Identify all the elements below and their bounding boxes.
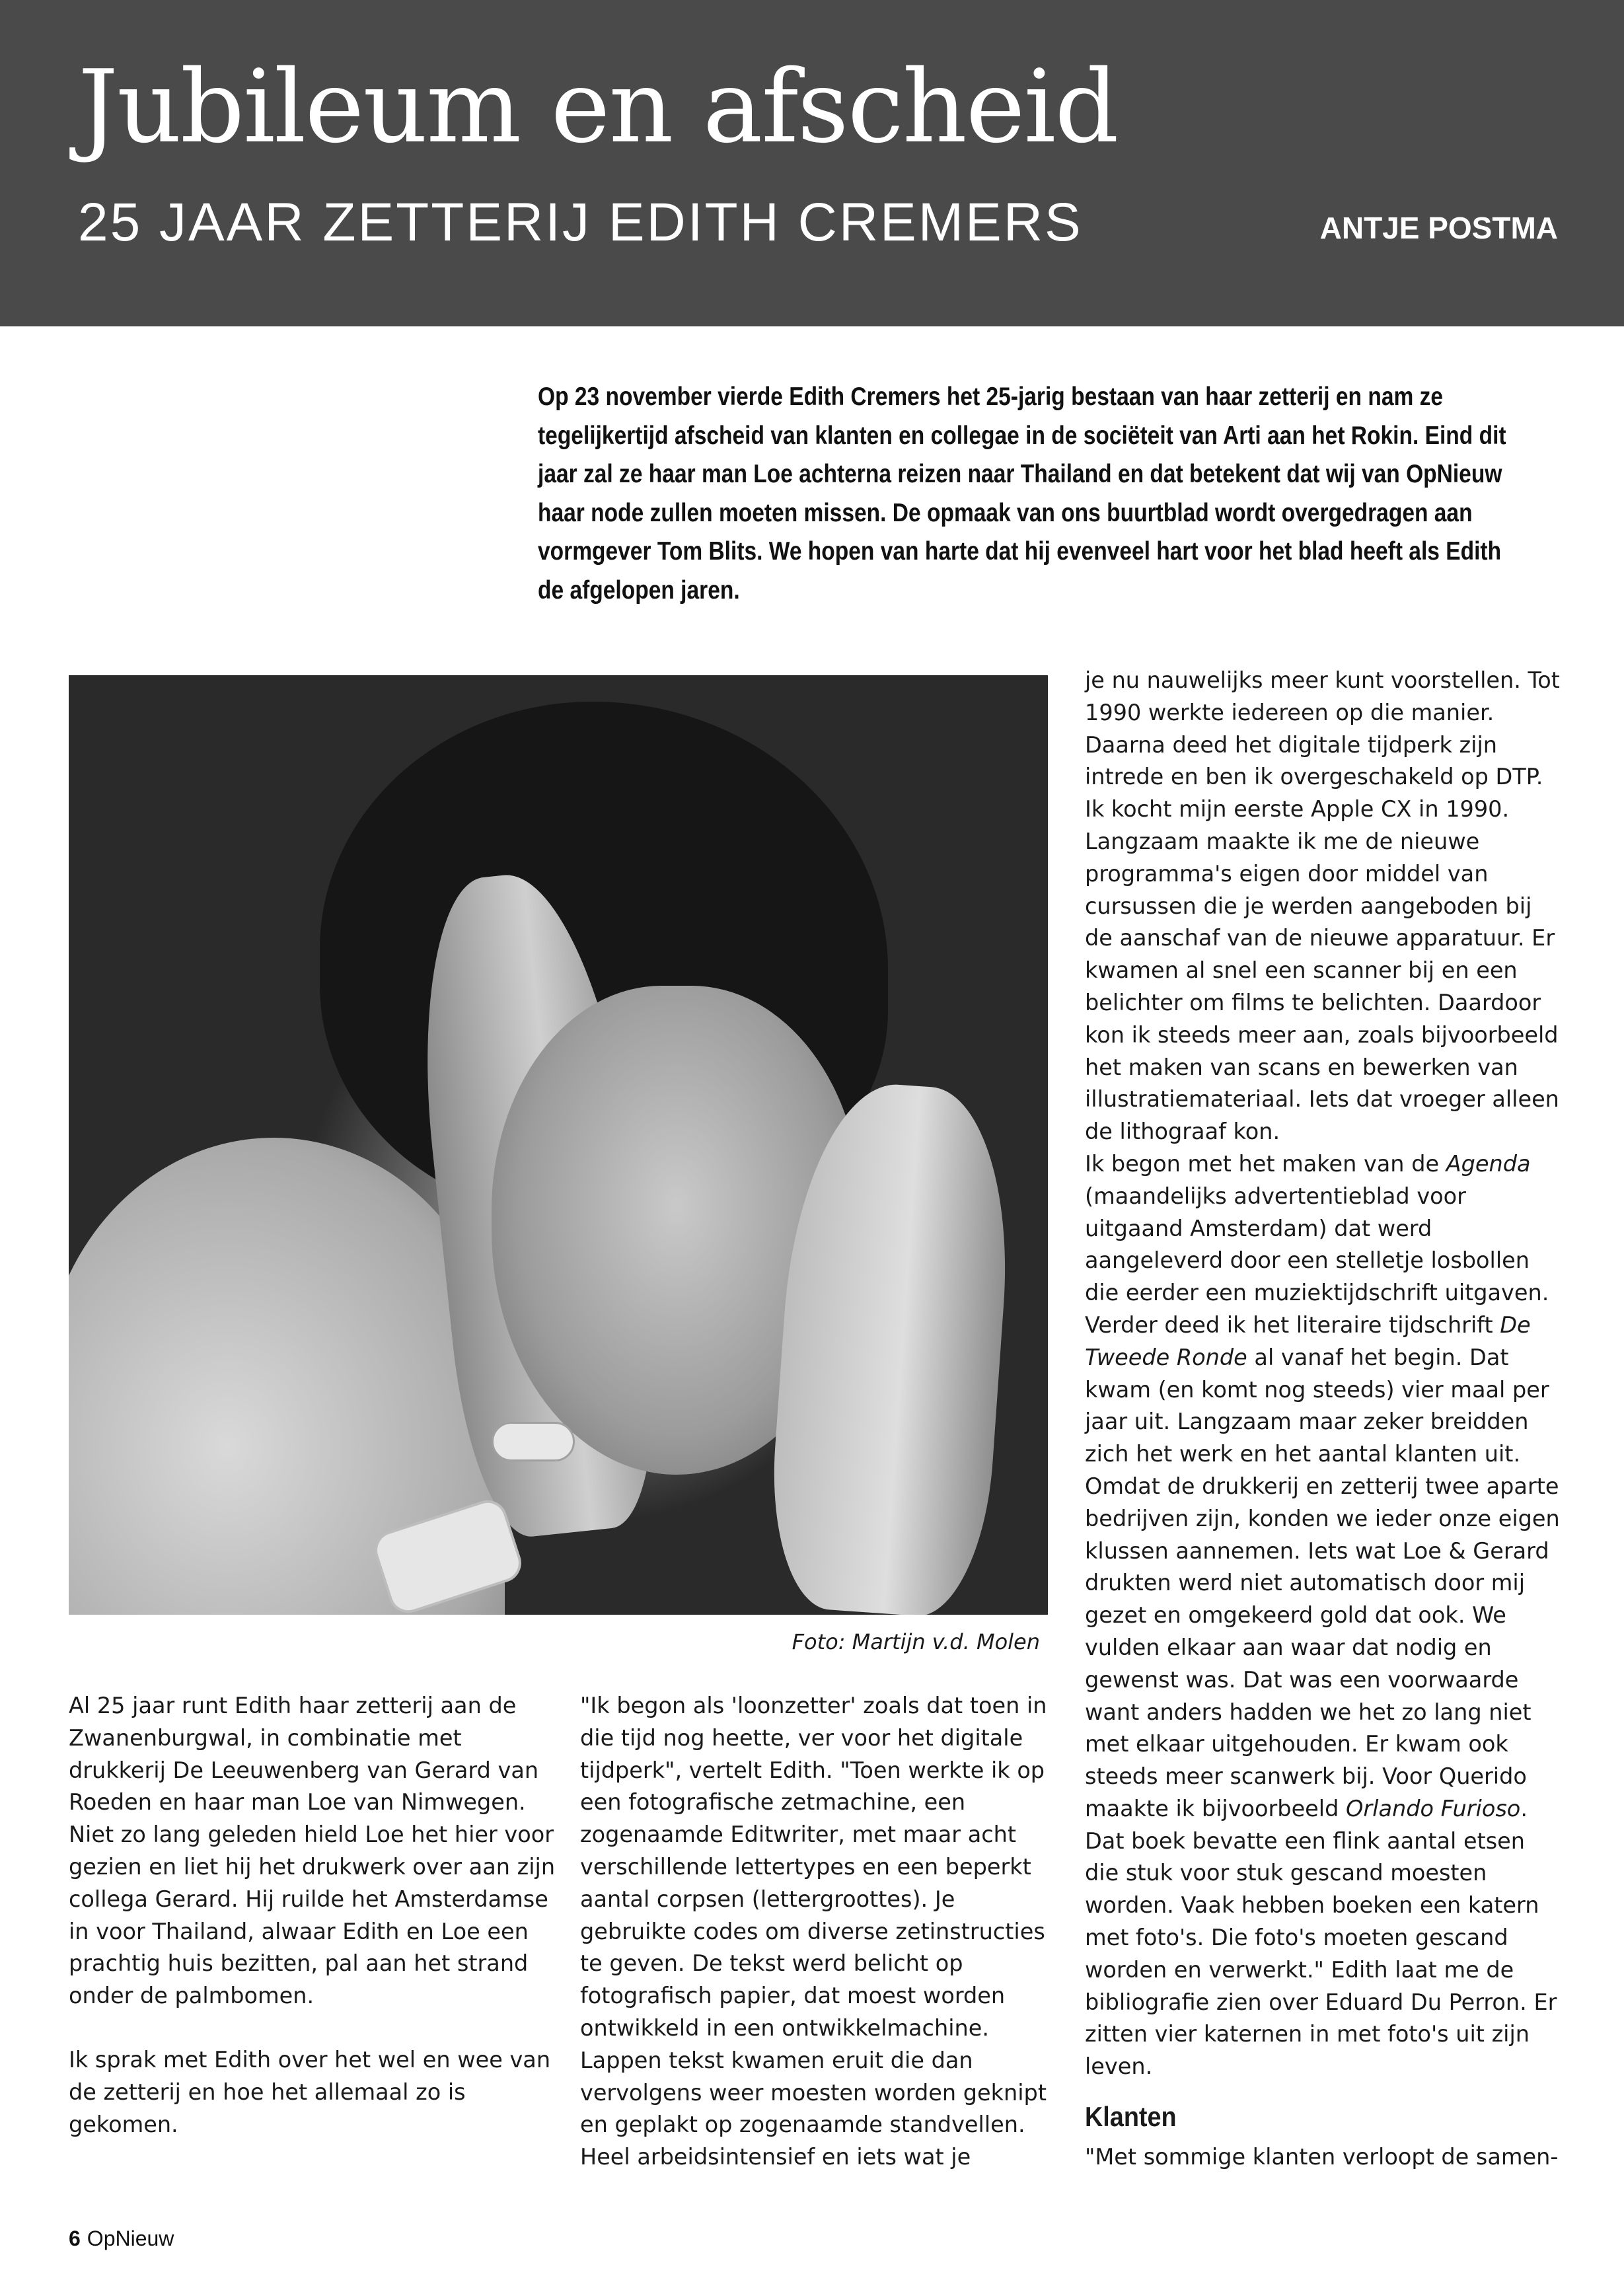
article-title: Jubileum en afscheid (78, 48, 1118, 165)
page-number: 6 (69, 2227, 81, 2250)
agenda-title: Agenda (1446, 1150, 1531, 1177)
orlando-furioso-title: Orlando Furioso (1346, 1795, 1521, 1822)
p2-text-d: . Dat boek bevatte een flink aantal etsen die stuk voor stuk gescand moesten worden. Vaak hebben boeken een katern met foto's. Die foto's moeten gescand worden en verwerkt." Edith laat me de bibliografie zien over Eduard Du Perron. Er zitten vier katernen in met foto's uit zijn leven. (1085, 1795, 1557, 2080)
column1-paragraph-2: Ik sprak met Edith over het wel en wee van de zetterij en hoe het allemaal zo is gekomen. (69, 2046, 551, 2137)
p2-text-b: (maandelijks advertentieblad voor uitgaand Amsterdam) dat werd aangeleverd door een stelletje losbollen die eerder een muziektijdschrift uitgaven. Verder deed ik het literaire tijdschrift (1085, 1183, 1549, 1338)
text-column-1 (69, 1690, 558, 2141)
photo-caption: Foto: Martijn v.d. Molen (792, 1629, 1040, 1654)
article-subtitle: 25 JAAR ZETTERIJ EDITH CREMERS (78, 192, 1083, 252)
column3-paragraph-2 (1085, 1148, 1561, 2083)
tweede-ronde-title: De Tweede Ronde (1085, 1311, 1531, 1370)
column3-paragraph-3: "Met sommige klanten verloopt de samen- (1085, 2144, 1559, 2170)
magazine-name: OpNieuw (87, 2227, 174, 2250)
column2-paragraph-1: "Ik begon als 'loonzetter' zoals dat toen in die tijd nog heette, ver voor het digitale tijdperk", vertelt Edith. "Toen werkte ik op een fotografische zetmachine, een zogenaamde Editwriter, met maar acht verschillende lettertypes en een beperkt aantal corpsen (lettergroottes). Je gebruikte codes om diverse zetinstructies te geven. De tekst werd belicht op fotografisch papier, dat moest worden ontwikkeld in een ontwikkelmachine. Lappen tekst kwamen eruit die dan vervolgens weer moesten worden geknipt en geplakt op zogenaamde standvellen. Heel arbeidsintensief en iets wat je (580, 1693, 1047, 2170)
p2-text-a: Ik begon met het maken van de (1085, 1150, 1446, 1177)
photo-ring (492, 1422, 575, 1461)
p2-text-c: al vanaf het begin. Dat kwam (en komt nog steeds) vier maal per jaar uit. Langzaam maar zeker breidden zich het werk en het aantal klanten uit. Omdat de drukkerij en zetterij twee aparte bedrijven zijn, konden we ieder onze eigen klussen aannemen. Iets wat Loe & Gerard drukten werd niet automatisch door mij gezet en omgekeerd gold dat ook. We vulden elkaar aan waar dat nodig en gewenst was. Dat was een voorwaarde want anders hadden we het zo lang niet met elkaar uitgehouden. Er kwam ook steeds meer scanwerk bij. Voor Querido maakte ik bijvoorbeeld (1085, 1344, 1560, 1822)
article-author: ANTJE POSTMA (1319, 211, 1558, 245)
section-heading-klanten: Klanten (1085, 2101, 1177, 2133)
column1-paragraph-1: Al 25 jaar runt Edith haar zetterij aan de Zwanenburgwal, in combinatie met drukkerij De Leeuwenberg van Gerard van Roeden en haar man Loe van Nimwegen. Niet zo lang geleden hield Loe het hier voor gezien en liet hij het drukwerk over aan zijn collega Gerard. Hij ruilde het Amsterdamse in voor Thailand, alwaar Edith en Loe een prachtig huis bezitten, pal aan het strand onder de palmbomen. (69, 1693, 556, 2009)
column3-paragraph-1: je nu nauwelijks meer kunt voorstellen. Tot 1990 werkte iedereen op die manier. Daarna deed het digitale tijdperk zijn intrede en ben ik overgeschakeld op DTP. Ik kocht mijn eerste Apple CX in 1990. Langzaam maakte ik me de nieuwe programma's eigen door middel van cursussen die je werden aangeboden bij de aanschaf van de nieuwe apparatuur. Er kwamen al snel een scanner bij en een belichter om films te belichten. Daardoor kon ik steeds meer aan, zoals bijvoorbeeld het maken van scans en bewerken van illustratiemateriaal. Iets dat vroeger alleen de lithograaf kon. (1085, 667, 1560, 1145)
article-header (0, 0, 1624, 326)
intro-paragraph: Op 23 november vierde Edith Cremers het 25-jarig bestaan van haar zetterij en nam ze tegelijkertijd afscheid van klanten en collegae in de sociëteit van Arti aan het Rokin. Eind dit jaar zal ze haar man Loe achterna reizen naar Thailand en dat betekent dat wij van OpNieuw haar node zullen moeten missen. De opmaak van ons buurtblad wordt overgedragen aan vormgever Tom Blits. We hopen van harte dat hij evenveel hart voor het blad heeft als Edith de afgelopen jaren. (538, 383, 1506, 605)
text-column-2 (580, 1690, 1056, 2174)
portrait-photo (69, 675, 1048, 1615)
page-footer (69, 2227, 174, 2251)
text-column-3 (1085, 665, 1561, 2174)
